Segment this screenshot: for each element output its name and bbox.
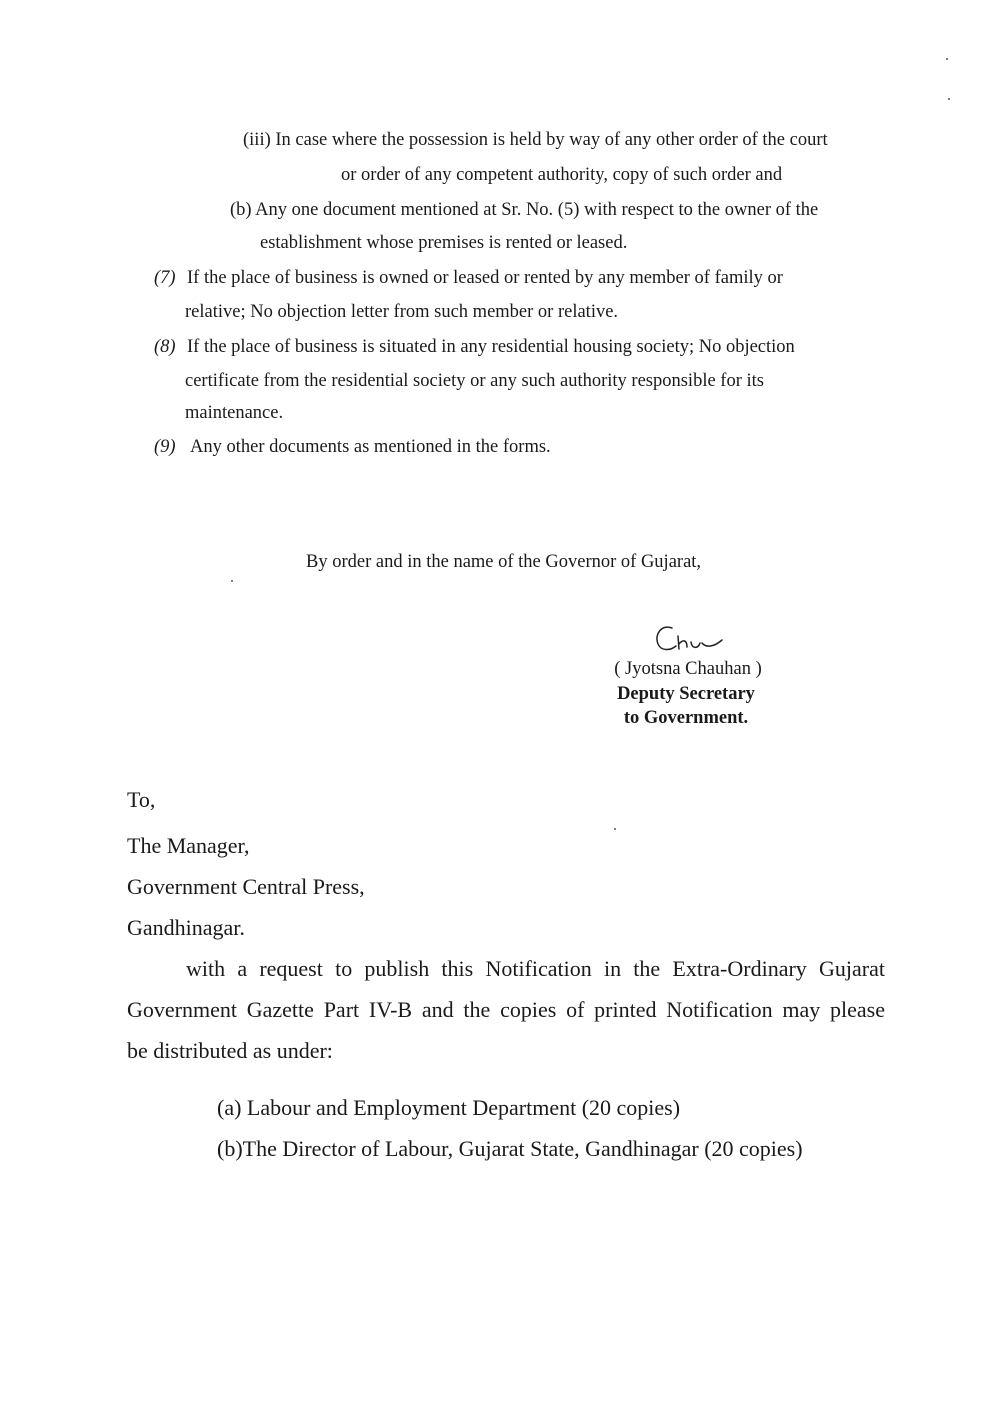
scan-speck — [946, 58, 948, 60]
signature-mark — [650, 622, 730, 658]
item-7-line1: If the place of business is owned or leased or rented by any member of family or — [187, 268, 783, 288]
scan-speck — [614, 828, 616, 830]
item-9-line1: Any other documents as mentioned in the forms. — [190, 437, 551, 457]
clause-iii-line1: (iii) In case where the possession is held by way of any other order of the court — [243, 130, 828, 150]
request-line-1: with a request to publish this Notification in the Extra-Ordinary Gujarat — [186, 956, 885, 981]
signatory-name: ( Jyotsna Chauhan ) — [614, 659, 762, 679]
request-line-2: Government Gazette Part IV-B and the copies of printed Notification may please — [127, 997, 885, 1022]
item-9-number: (9) — [154, 437, 176, 457]
clause-iii-line2: or order of any competent authority, copy of such order and — [341, 165, 783, 185]
item-7-line2: relative; No objection letter from such member or relative. — [185, 302, 619, 322]
distribution-item-a: (a) Labour and Employment Department (20 copies) — [217, 1095, 681, 1120]
clause-b-line1: (b) Any one document mentioned at Sr. No. (5) with respect to the owner of the — [230, 200, 819, 220]
clause-b-line2: establishment whose premises is rented or leased. — [260, 233, 628, 253]
distribution-item-b: (b)The Director of Labour, Gujarat State, Gandhinagar (20 copies) — [217, 1136, 803, 1161]
item-8-line1: If the place of business is situated in any residential housing society; No objection — [187, 337, 795, 357]
scan-speck — [231, 580, 233, 582]
address-line-3: Gandhinagar. — [127, 915, 245, 940]
request-line-3: be distributed as under: — [127, 1038, 333, 1063]
item-8-number: (8) — [154, 337, 176, 357]
signatory-designation-2: to Government. — [623, 708, 749, 728]
address-to: To, — [127, 787, 156, 812]
order-line: By order and in the name of the Governor of Gujarat, — [306, 552, 702, 572]
item-8-line3: maintenance. — [185, 403, 284, 423]
address-line-2: Government Central Press, — [127, 874, 365, 899]
item-8-line2: certificate from the residential society or any such authority responsible for its — [185, 371, 764, 391]
scan-speck — [948, 98, 950, 100]
signatory-designation: Deputy Secretary — [617, 684, 755, 704]
address-line-1: The Manager, — [127, 833, 250, 858]
item-7-number: (7) — [154, 268, 176, 288]
